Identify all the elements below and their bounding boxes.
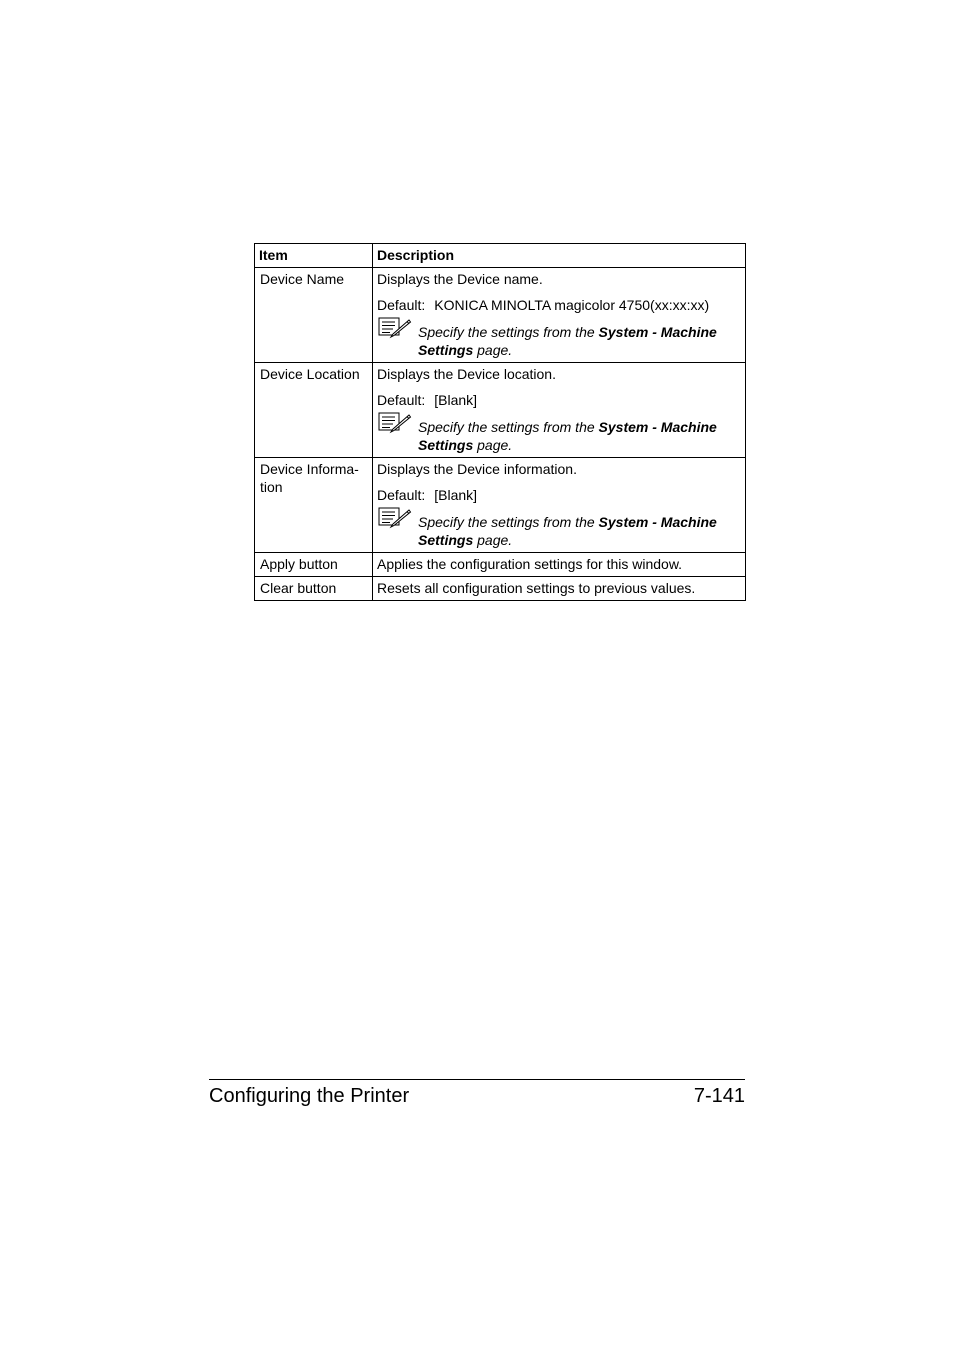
note-text: page. [473, 342, 513, 358]
default-label: Default: [377, 487, 426, 503]
default-value-text: [Blank] [434, 487, 478, 503]
table-row [255, 553, 746, 577]
note [377, 513, 741, 549]
item-cell [255, 458, 373, 553]
description-cell [373, 268, 746, 363]
default-value [377, 391, 741, 409]
description-cell [373, 458, 746, 553]
table-row [255, 577, 746, 601]
note-text: page. [473, 437, 513, 453]
table-row [255, 458, 746, 553]
default-value [377, 486, 741, 504]
item-cell: Clear button [255, 577, 373, 601]
description-text: Displays the Device location. [377, 366, 556, 382]
table-header-row [255, 244, 746, 268]
default-value [377, 296, 741, 314]
note-emphasis: System - Machine [598, 324, 717, 340]
note-pencil-icon [378, 317, 412, 339]
note-emphasis: Settings [418, 532, 474, 548]
note-text: Specify the settings from the [418, 419, 599, 435]
note-text: Specify the settings from the [418, 514, 599, 530]
page-footer [209, 1079, 745, 1107]
item-cell: Device Name [255, 268, 373, 363]
default-value-text: [Blank] [434, 392, 478, 408]
description-cell: Applies the configuration settings for this window. [373, 553, 746, 577]
note-emphasis: System - Machine [598, 419, 717, 435]
table-row [255, 363, 746, 458]
default-label: Default: [377, 297, 426, 313]
note-text: page. [473, 532, 513, 548]
item-cell: Apply button [255, 553, 373, 577]
column-header-description: Description [373, 244, 746, 268]
note-text: Specify the settings from the [418, 324, 599, 340]
default-label: Default: [377, 392, 426, 408]
note [377, 323, 741, 359]
note-pencil-icon [378, 412, 412, 434]
note-emphasis: System - Machine [598, 514, 717, 530]
note-emphasis: Settings [418, 342, 474, 358]
description-cell [373, 363, 746, 458]
item-cell: Device Location [255, 363, 373, 458]
item-text: Device Informa- [260, 461, 359, 477]
column-header-item: Item [255, 244, 373, 268]
table-row [255, 268, 746, 363]
description-text: Displays the Device information. [377, 461, 577, 477]
description-cell: Resets all configuration settings to previous values. [373, 577, 746, 601]
page-number: 7-141 [693, 1085, 745, 1107]
note [377, 418, 741, 454]
footer-section-title: Configuring the Printer [209, 1085, 410, 1107]
settings-table [254, 243, 746, 601]
item-text: tion [260, 479, 283, 495]
note-pencil-icon [378, 507, 412, 529]
default-value-text: KONICA MINOLTA magicolor 4750(xx:xx:xx) [434, 297, 710, 313]
note-emphasis: Settings [418, 437, 474, 453]
description-text: Displays the Device name. [377, 271, 543, 287]
